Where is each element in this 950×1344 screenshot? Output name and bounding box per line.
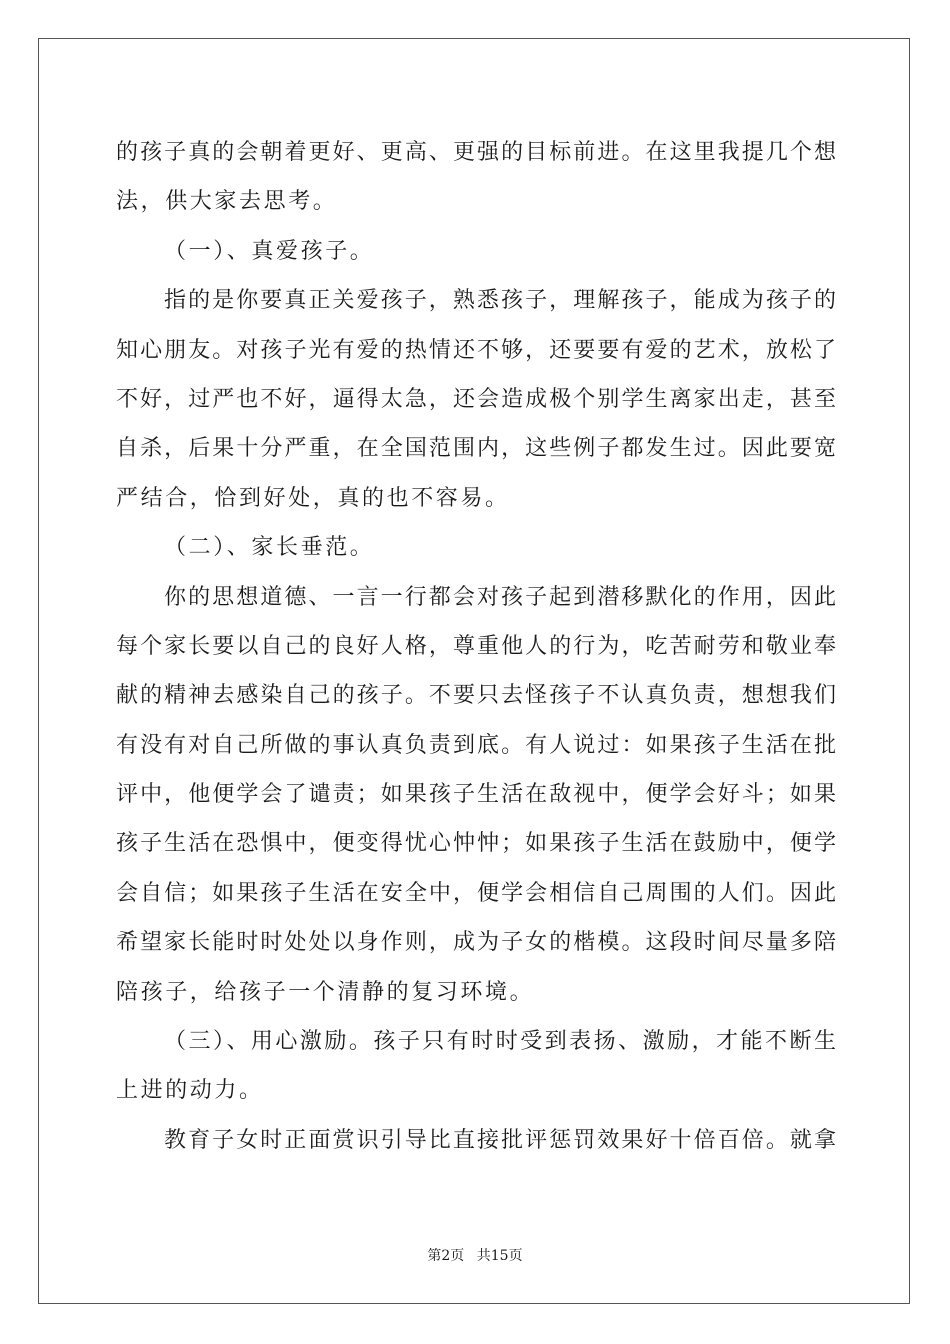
text-line: 的孩子真的会朝着更好、更高、更强的目标前进。在这里我提几个想: [116, 140, 836, 165]
text-line: 评中，他便学会了谴责；如果孩子生活在敌视中，便学会好斗；如果: [116, 782, 836, 808]
text-line: 献的精神去感染自己的孩子。不要只去怪孩子不认真负责，想想我们: [116, 683, 836, 709]
text-line: 上进的动力。: [116, 1078, 264, 1104]
text-line: 有没有对自己所做的事认真负责到底。有人说过：如果孩子生活在批: [116, 732, 836, 758]
text-line: （三）、用心激励。孩子只有时时受到表扬、激励，才能不断生: [164, 1029, 836, 1055]
page-footer: [0, 1245, 950, 1265]
text-line: 不好，过严也不好，逼得太急，还会造成极个别学生离家出走，甚至: [116, 386, 836, 412]
document-body: [116, 128, 836, 1165]
page-number: 第2页: [427, 1248, 465, 1264]
text-line: 严结合，恰到好处，真的也不容易。: [116, 485, 510, 511]
text-line: 法，供大家去思考。: [116, 189, 338, 215]
text-line: 会自信；如果孩子生活在安全中，便学会相信自己周围的人们。因此: [116, 880, 836, 906]
text-line: （二）、家长垂范。: [164, 535, 375, 561]
text-line: 你的思想道德、一言一行都会对孩子起到潜移默化的作用，因此: [164, 584, 836, 610]
text-line: 孩子生活在恐惧中，便变得忧心忡忡；如果孩子生活在鼓励中，便学: [116, 831, 836, 857]
text-line: 知心朋友。对孩子光有爱的热情还不够，还要要有爱的艺术，放松了: [116, 337, 836, 363]
text-line: 希望家长能时时处处以身作则，成为子女的楷模。这段时间尽量多陪: [116, 930, 836, 956]
text-line: （一）、真爱孩子。: [164, 238, 375, 264]
text-line: 指的是你要真正关爱孩子，熟悉孩子，理解孩子，能成为孩子的: [164, 288, 836, 314]
text-line: 教育子女时正面赏识引导比直接批评惩罚效果好十倍百倍。就拿: [164, 1127, 836, 1153]
text-line: 每个家长要以自己的良好人格，尊重他人的行为，吃苦耐劳和敬业奉: [116, 633, 836, 659]
text-line: 自杀，后果十分严重，在全国范围内，这些例子都发生过。因此要宽: [116, 436, 836, 462]
text-line: 陪孩子，给孩子一个清静的复习环境。: [116, 979, 535, 1005]
page-total: 共15页: [476, 1248, 523, 1264]
